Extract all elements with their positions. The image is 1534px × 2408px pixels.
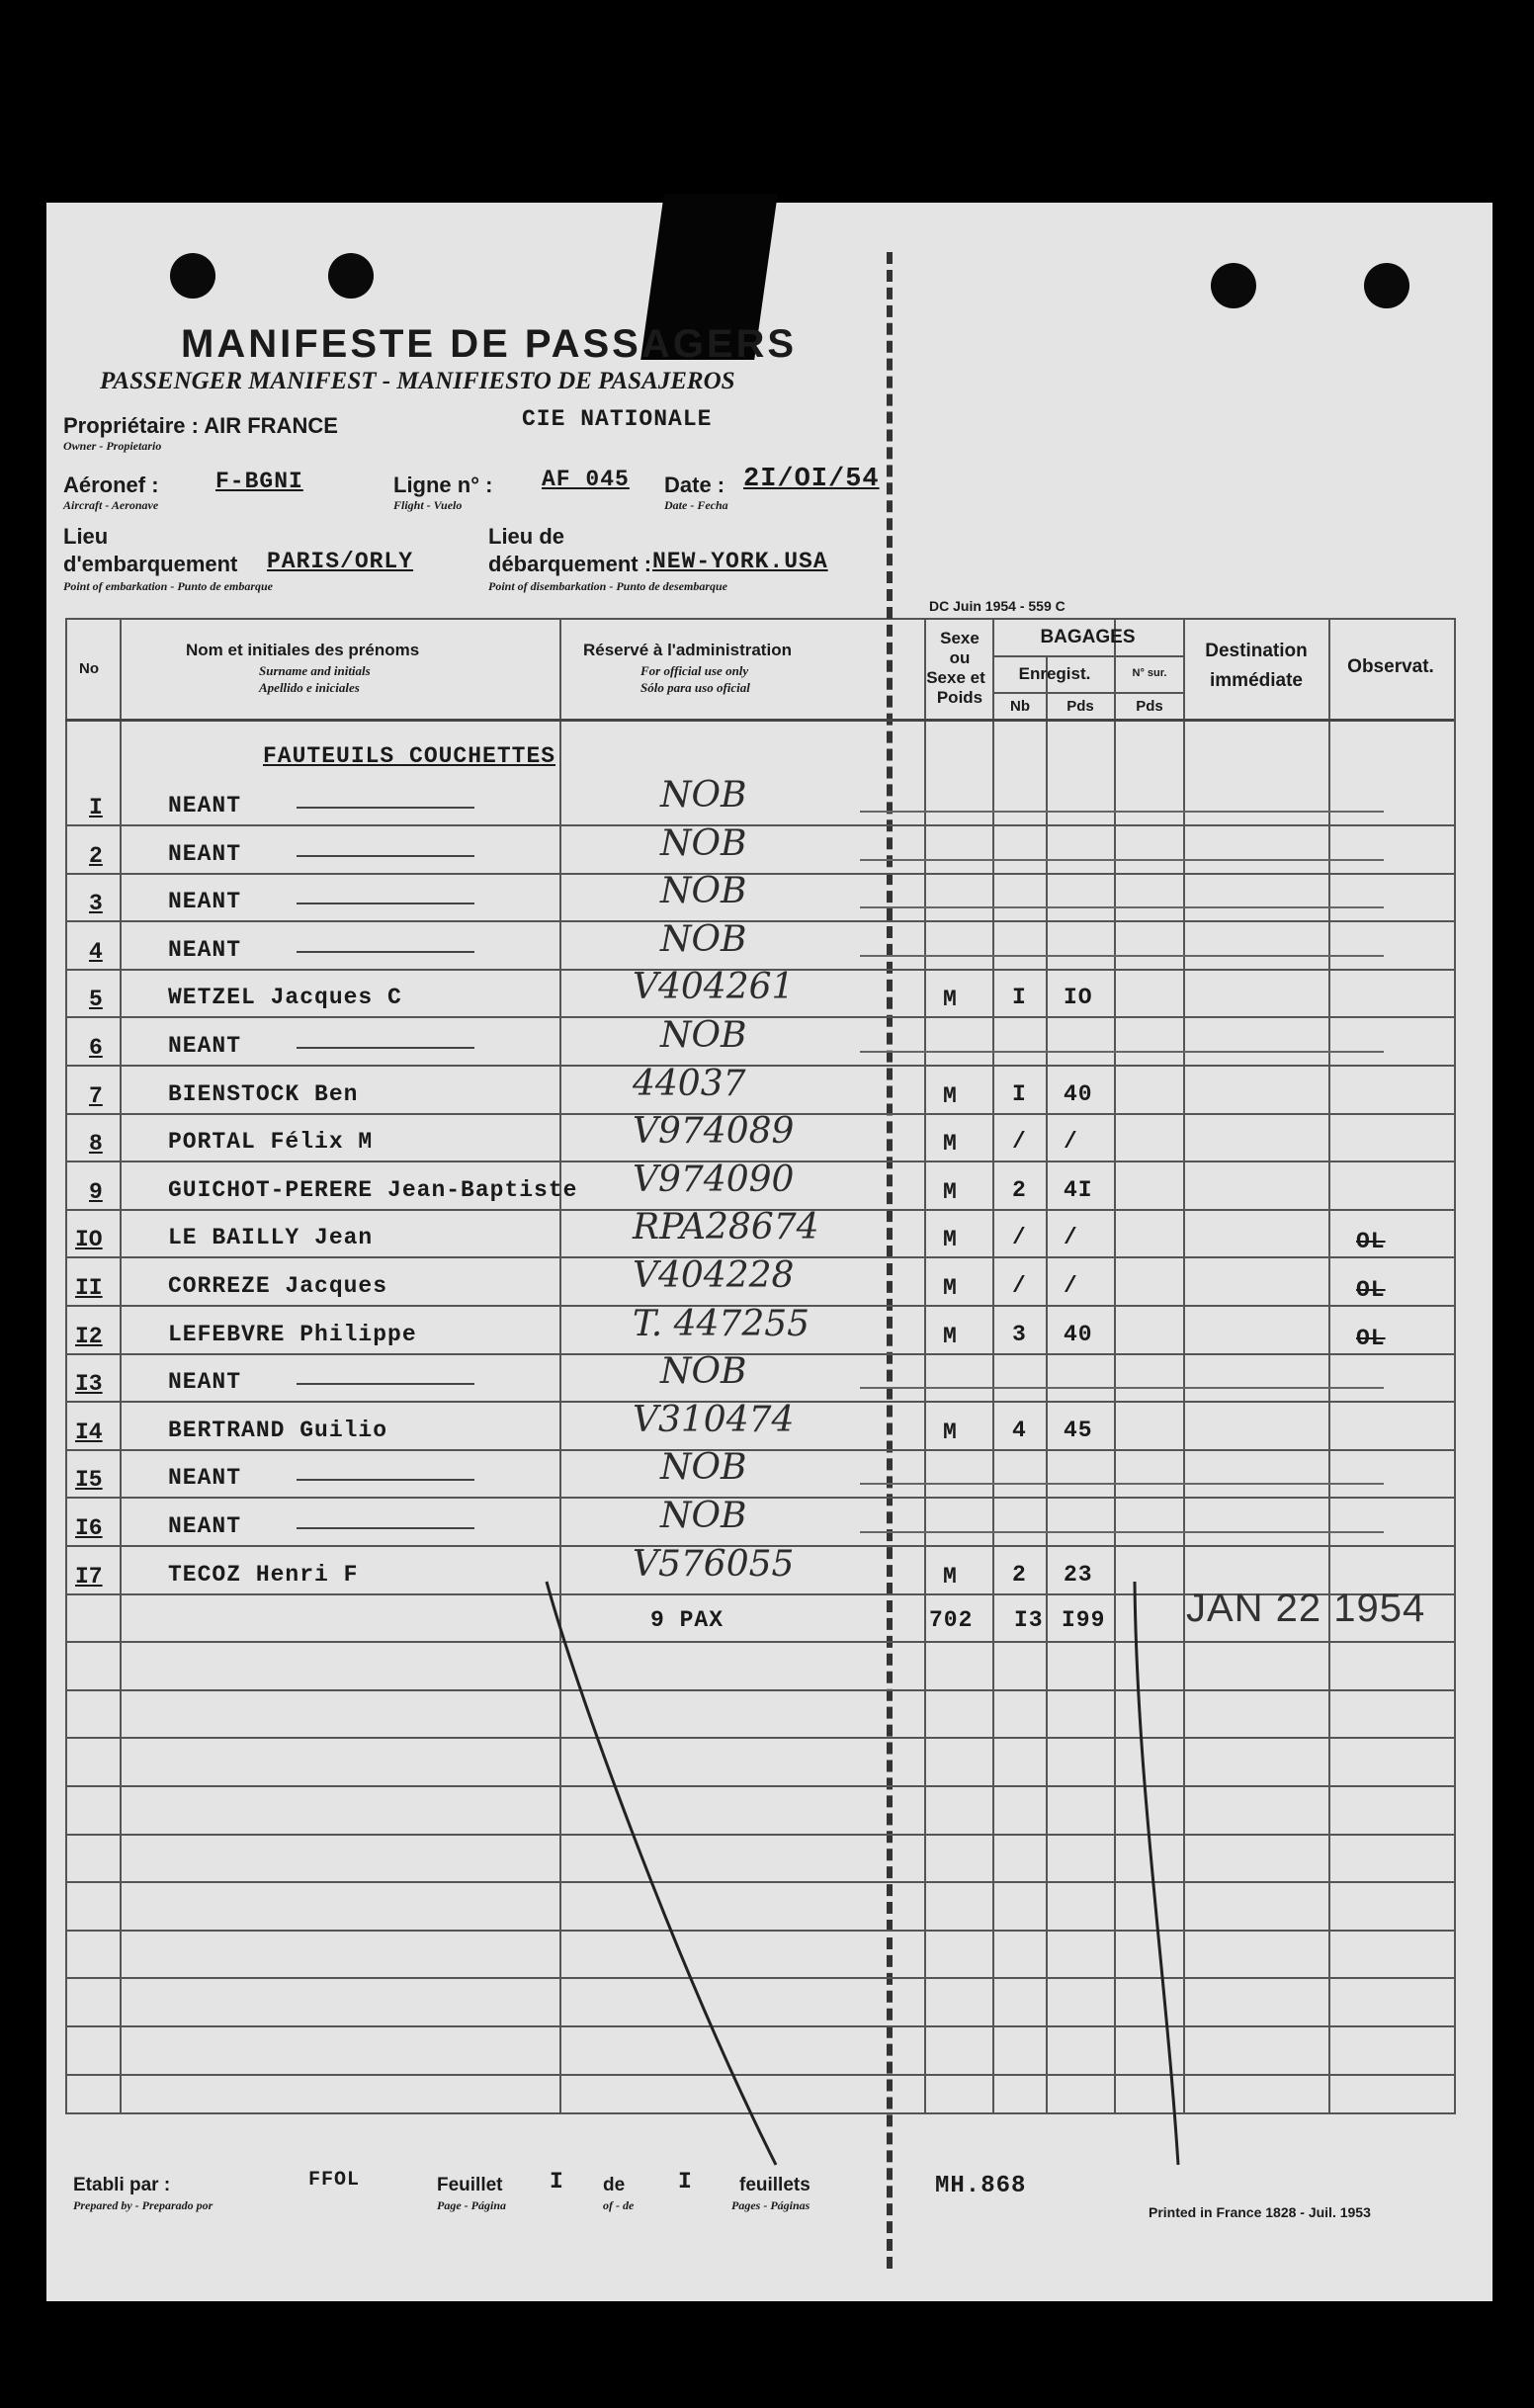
admin-entry: NOB [660, 1447, 747, 1488]
sex-entry: M [943, 1227, 958, 1252]
admin-entry: V404228 [633, 1255, 795, 1296]
total-weight: 702 [929, 1607, 974, 1633]
row-number: 7 [89, 1083, 103, 1109]
row-number: 2 [89, 843, 103, 869]
passenger-name: TECOZ Henri F [168, 1562, 359, 1588]
row-number: I [89, 795, 103, 820]
row-number: IO [75, 1227, 103, 1252]
passenger-name: BERTRAND Guilio [168, 1418, 388, 1443]
pages-sub: Pages - Páginas [731, 2198, 810, 2212]
col-header-nb: Nb [1010, 698, 1030, 715]
passenger-name: NEANT [168, 937, 242, 963]
sex-entry: M [943, 987, 958, 1012]
admin-entry: RPA28674 [633, 1207, 819, 1247]
admin-entry: V974090 [633, 1160, 795, 1200]
admin-entry: V576055 [633, 1544, 795, 1585]
bag-weight: 40 [1064, 1322, 1093, 1347]
admin-entry: NOB [660, 823, 747, 864]
passenger-name: BIENSTOCK Ben [168, 1081, 359, 1107]
col-header-name-es: Apellido e iniciales [259, 680, 360, 695]
passenger-name: NEANT [168, 1465, 242, 1491]
admin-entry: T. 447255 [633, 1304, 810, 1344]
row-number: I6 [75, 1515, 103, 1541]
passenger-name: LE BAILLY Jean [168, 1225, 374, 1250]
total-bags: I3 [1014, 1607, 1044, 1633]
company: CIE NATIONALE [522, 406, 713, 432]
bag-weight: 23 [1064, 1562, 1093, 1588]
disembark-label-2: débarquement : [488, 552, 652, 576]
prepared-label: Etabli par : [73, 2175, 171, 2195]
total-pax: 9 PAX [650, 1607, 724, 1633]
printed-note: Printed in France 1828 - Juil. 1953 [1149, 2204, 1371, 2220]
bag-count: 3 [1012, 1322, 1027, 1347]
sheet-sub: Page - Página [437, 2198, 506, 2212]
date-sub: Date - Fecha [664, 498, 728, 512]
admin-entry: NOB [660, 775, 747, 816]
row-number: 6 [89, 1035, 103, 1061]
bag-count: 4 [1012, 1418, 1027, 1443]
col-header-sex-3: Sexe et [926, 668, 985, 687]
section-title: FAUTEUILS COUCHETTES [263, 743, 556, 769]
embark-value: PARIS/ORLY [267, 549, 414, 574]
sex-entry: M [943, 1275, 958, 1301]
sex-entry: M [943, 1419, 958, 1445]
embark-label-2: d'embarquement [63, 552, 238, 576]
embark-sub: Point of embarkation - Punto de embarque [63, 579, 274, 593]
col-header-name: Nom et initiales des prénoms [186, 641, 420, 659]
passenger-name: NEANT [168, 1369, 242, 1395]
admin-entry: NOB [660, 1351, 747, 1392]
sex-entry: M [943, 1131, 958, 1157]
admin-entry: V310474 [633, 1400, 795, 1440]
admin-entry: NOB [660, 871, 747, 911]
bag-count: 2 [1012, 1177, 1027, 1203]
sex-entry: M [943, 1179, 958, 1205]
col-header-pds: Pds [1066, 698, 1094, 715]
bag-weight: / [1064, 1225, 1078, 1250]
total-bag-weight: I99 [1062, 1607, 1106, 1633]
row-number: I2 [75, 1324, 103, 1349]
bag-count: 2 [1012, 1562, 1027, 1588]
col-header-observ: Observat. [1347, 656, 1434, 677]
date-label: Date : [664, 473, 725, 497]
prepared-sub: Prepared by - Preparado por [73, 2198, 213, 2212]
col-header-dest-2: immédiate [1210, 670, 1303, 691]
sheet-value: I [550, 2169, 564, 2194]
embark-label-1: Lieu [63, 524, 109, 549]
of-value: I [678, 2169, 693, 2194]
col-header-no: No [79, 660, 99, 677]
observation-entry: OL [1356, 1277, 1386, 1303]
admin-entry: NOB [660, 1496, 747, 1536]
admin-entry: NOB [660, 919, 747, 960]
aircraft-value: F-BGNI [215, 469, 303, 494]
col-header-pds2: Pds [1136, 698, 1163, 715]
line-label: Ligne n° : [393, 473, 493, 497]
admin-entry: NOB [660, 1015, 747, 1056]
aircraft-sub: Aircraft - Aeronave [63, 498, 159, 512]
admin-entry: 44037 [633, 1064, 746, 1104]
passenger-name: NEANT [168, 1513, 242, 1539]
sex-entry: M [943, 1083, 958, 1109]
col-header-bagages: BAGAGES [1040, 627, 1136, 647]
form-subtitle: PASSENGER MANIFEST - MANIFIESTO DE PASAJEROS [100, 368, 735, 394]
date-stamp: JAN 22 1954 [1186, 1587, 1426, 1630]
row-number: 5 [89, 987, 103, 1012]
bag-count: / [1012, 1129, 1027, 1155]
sex-entry: M [943, 1564, 958, 1590]
prepared-value: FFOL [308, 2169, 361, 2192]
disembark-sub: Point of disembarkation - Punto de desembarque [488, 579, 728, 593]
passenger-name: NEANT [168, 1033, 242, 1059]
passenger-name: WETZEL Jacques C [168, 985, 402, 1010]
admin-entry: V974089 [633, 1111, 795, 1152]
disembark-value: NEW-YORK.USA [652, 549, 828, 574]
row-number: 9 [89, 1179, 103, 1205]
col-header-name-en: Surname and initials [259, 663, 371, 678]
owner-label: Propriétaire : AIR FRANCE [63, 413, 338, 438]
form-ref-number: MH.868 [935, 2173, 1027, 2199]
observation-entry: OL [1356, 1326, 1386, 1351]
bag-weight: 4I [1064, 1177, 1093, 1203]
col-header-admin: Réservé à l'administration [583, 641, 792, 659]
sex-entry: M [943, 1324, 958, 1349]
sheet-label: Feuillet [437, 2175, 503, 2195]
bag-count: / [1012, 1273, 1027, 1299]
row-number: 3 [89, 891, 103, 916]
of-label: de [603, 2175, 626, 2195]
passenger-name: NEANT [168, 793, 242, 818]
col-header-sex-1: Sexe [940, 629, 980, 647]
col-header-nsur: N° sur. [1132, 667, 1167, 679]
bag-count: I [1012, 1081, 1027, 1107]
of-sub: of - de [603, 2198, 635, 2212]
row-number: I3 [75, 1371, 103, 1397]
col-header-dest-1: Destination [1205, 641, 1308, 661]
passenger-name: NEANT [168, 841, 242, 867]
passenger-name: GUICHOT-PERERE Jean-Baptiste [168, 1177, 578, 1203]
pages-label: feuillets [739, 2175, 810, 2195]
line-value: AF 045 [542, 467, 630, 492]
form-reference: DC Juin 1954 - 559 C [929, 598, 1065, 614]
col-header-admin-en: For official use only [640, 663, 749, 678]
aircraft-label: Aéronef : [63, 473, 159, 497]
passenger-name: LEFEBVRE Philippe [168, 1322, 417, 1347]
bag-count: I [1012, 985, 1027, 1010]
disembark-label-1: Lieu de [488, 524, 565, 549]
row-number: I7 [75, 1564, 103, 1590]
row-number: I5 [75, 1467, 103, 1493]
col-header-admin-es: Sólo para uso oficial [640, 680, 750, 695]
col-header-sex-2: ou [949, 648, 971, 667]
col-header-sex-4: Poids [936, 688, 983, 707]
bag-weight: / [1064, 1273, 1078, 1299]
row-number: I4 [75, 1419, 103, 1445]
row-number: II [75, 1275, 103, 1301]
owner-sub: Owner - Propietario [63, 439, 162, 453]
bag-weight: IO [1064, 985, 1093, 1010]
bag-weight: 40 [1064, 1081, 1093, 1107]
date-value: 2I/OI/54 [743, 465, 880, 494]
admin-entry: V404261 [633, 967, 795, 1007]
row-number: 4 [89, 939, 103, 965]
passenger-name: CORREZE Jacques [168, 1273, 388, 1299]
line-sub: Flight - Vuelo [393, 498, 463, 512]
bag-count: / [1012, 1225, 1027, 1250]
form-title: MANIFESTE DE PASSAGERS [181, 322, 798, 366]
col-header-enregist: Enregist. [1018, 664, 1091, 683]
bag-weight: / [1064, 1129, 1078, 1155]
passenger-name: NEANT [168, 889, 242, 914]
passenger-name: PORTAL Félix M [168, 1129, 374, 1155]
observation-entry: OL [1356, 1229, 1386, 1254]
row-number: 8 [89, 1131, 103, 1157]
bag-weight: 45 [1064, 1418, 1093, 1443]
